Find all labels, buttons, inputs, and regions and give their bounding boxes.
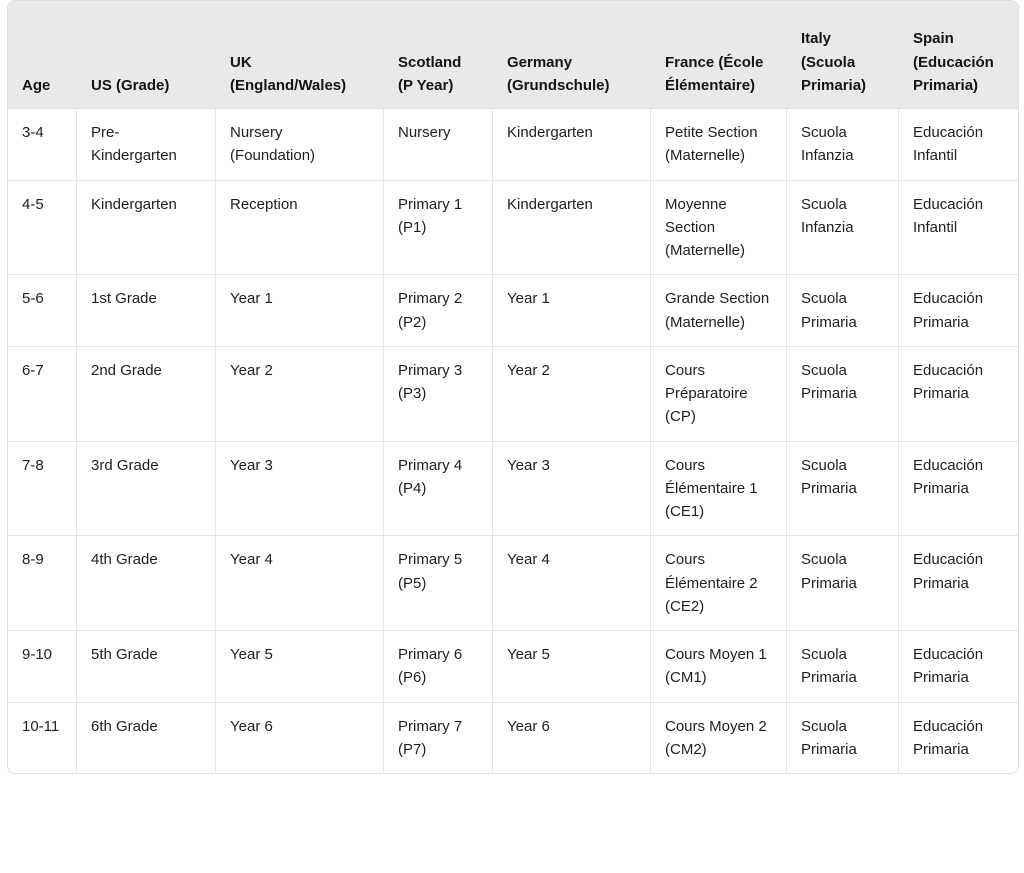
cell-germany: Kindergarten xyxy=(493,181,651,276)
cell-uk: Year 2 xyxy=(216,347,384,442)
cell-italy: Scuola Primaria xyxy=(787,275,899,347)
cell-italy: Scuola Primaria xyxy=(787,703,899,774)
cell-spain: Educación Primaria xyxy=(899,347,1018,442)
international-grade-comparison-table xyxy=(7,0,1019,774)
cell-france: Petite Section (Maternelle) xyxy=(651,109,787,181)
cell-italy: Scuola Infanzia xyxy=(787,181,899,276)
cell-italy: Scuola Primaria xyxy=(787,536,899,631)
cell-scotland: Primary 4 (P4) xyxy=(384,442,493,537)
cell-italy: Scuola Infanzia xyxy=(787,109,899,181)
cell-us: 6th Grade xyxy=(77,703,216,774)
table-row xyxy=(8,275,1018,347)
table-row xyxy=(8,347,1018,442)
cell-us: Pre-Kindergarten xyxy=(77,109,216,181)
cell-france: Grande Section (Maternelle) xyxy=(651,275,787,347)
cell-us: 2nd Grade xyxy=(77,347,216,442)
cell-uk: Reception xyxy=(216,181,384,276)
cell-age: 8-9 xyxy=(8,536,77,631)
cell-germany: Year 6 xyxy=(493,703,651,774)
cell-germany: Year 2 xyxy=(493,347,651,442)
column-header-italy: Italy (Scuola Primaria) xyxy=(787,1,899,109)
column-header-age: Age xyxy=(8,1,77,109)
column-header-scotland: Scotland (P Year) xyxy=(384,1,493,109)
cell-germany: Year 4 xyxy=(493,536,651,631)
cell-germany: Year 5 xyxy=(493,631,651,703)
cell-spain: Educación Primaria xyxy=(899,442,1018,537)
cell-italy: Scuola Primaria xyxy=(787,442,899,537)
cell-spain: Educación Primaria xyxy=(899,275,1018,347)
table-header-row xyxy=(8,1,1018,109)
cell-scotland: Primary 6 (P6) xyxy=(384,631,493,703)
table-row xyxy=(8,109,1018,181)
column-header-france: France (École Élémentaire) xyxy=(651,1,787,109)
cell-uk: Year 6 xyxy=(216,703,384,774)
cell-age: 6-7 xyxy=(8,347,77,442)
column-header-us: US (Grade) xyxy=(77,1,216,109)
table-header xyxy=(8,1,1018,109)
cell-italy: Scuola Primaria xyxy=(787,347,899,442)
table-body xyxy=(8,109,1018,773)
cell-us: Kindergarten xyxy=(77,181,216,276)
cell-scotland: Primary 1 (P1) xyxy=(384,181,493,276)
table-row xyxy=(8,703,1018,774)
cell-spain: Educación Infantil xyxy=(899,109,1018,181)
table-row xyxy=(8,181,1018,276)
cell-france: Moyenne Section (Maternelle) xyxy=(651,181,787,276)
column-header-germany: Germany (Grundschule) xyxy=(493,1,651,109)
table-row xyxy=(8,442,1018,537)
cell-age: 7-8 xyxy=(8,442,77,537)
cell-uk: Nursery (Foundation) xyxy=(216,109,384,181)
table-row xyxy=(8,536,1018,631)
cell-us: 5th Grade xyxy=(77,631,216,703)
cell-age: 5-6 xyxy=(8,275,77,347)
cell-scotland: Nursery xyxy=(384,109,493,181)
cell-uk: Year 3 xyxy=(216,442,384,537)
cell-germany: Kindergarten xyxy=(493,109,651,181)
cell-germany: Year 3 xyxy=(493,442,651,537)
cell-age: 3-4 xyxy=(8,109,77,181)
cell-scotland: Primary 7 (P7) xyxy=(384,703,493,774)
cell-france: Cours Élémentaire 2 (CE2) xyxy=(651,536,787,631)
cell-age: 9-10 xyxy=(8,631,77,703)
column-header-uk: UK (England/Wales) xyxy=(216,1,384,109)
cell-us: 1st Grade xyxy=(77,275,216,347)
cell-spain: Educación Primaria xyxy=(899,703,1018,774)
cell-scotland: Primary 3 (P3) xyxy=(384,347,493,442)
cell-us: 3rd Grade xyxy=(77,442,216,537)
table-row xyxy=(8,631,1018,703)
cell-spain: Educación Primaria xyxy=(899,631,1018,703)
column-header-spain: Spain (Educación Primaria) xyxy=(899,1,1018,109)
cell-france: Cours Moyen 1 (CM1) xyxy=(651,631,787,703)
cell-italy: Scuola Primaria xyxy=(787,631,899,703)
cell-age: 4-5 xyxy=(8,181,77,276)
cell-france: Cours Élémentaire 1 (CE1) xyxy=(651,442,787,537)
cell-uk: Year 4 xyxy=(216,536,384,631)
cell-france: Cours Moyen 2 (CM2) xyxy=(651,703,787,774)
cell-spain: Educación Infantil xyxy=(899,181,1018,276)
cell-age: 10-11 xyxy=(8,703,77,774)
cell-us: 4th Grade xyxy=(77,536,216,631)
cell-uk: Year 5 xyxy=(216,631,384,703)
cell-scotland: Primary 5 (P5) xyxy=(384,536,493,631)
cell-spain: Educación Primaria xyxy=(899,536,1018,631)
cell-germany: Year 1 xyxy=(493,275,651,347)
cell-scotland: Primary 2 (P2) xyxy=(384,275,493,347)
cell-uk: Year 1 xyxy=(216,275,384,347)
cell-france: Cours Préparatoire (CP) xyxy=(651,347,787,442)
